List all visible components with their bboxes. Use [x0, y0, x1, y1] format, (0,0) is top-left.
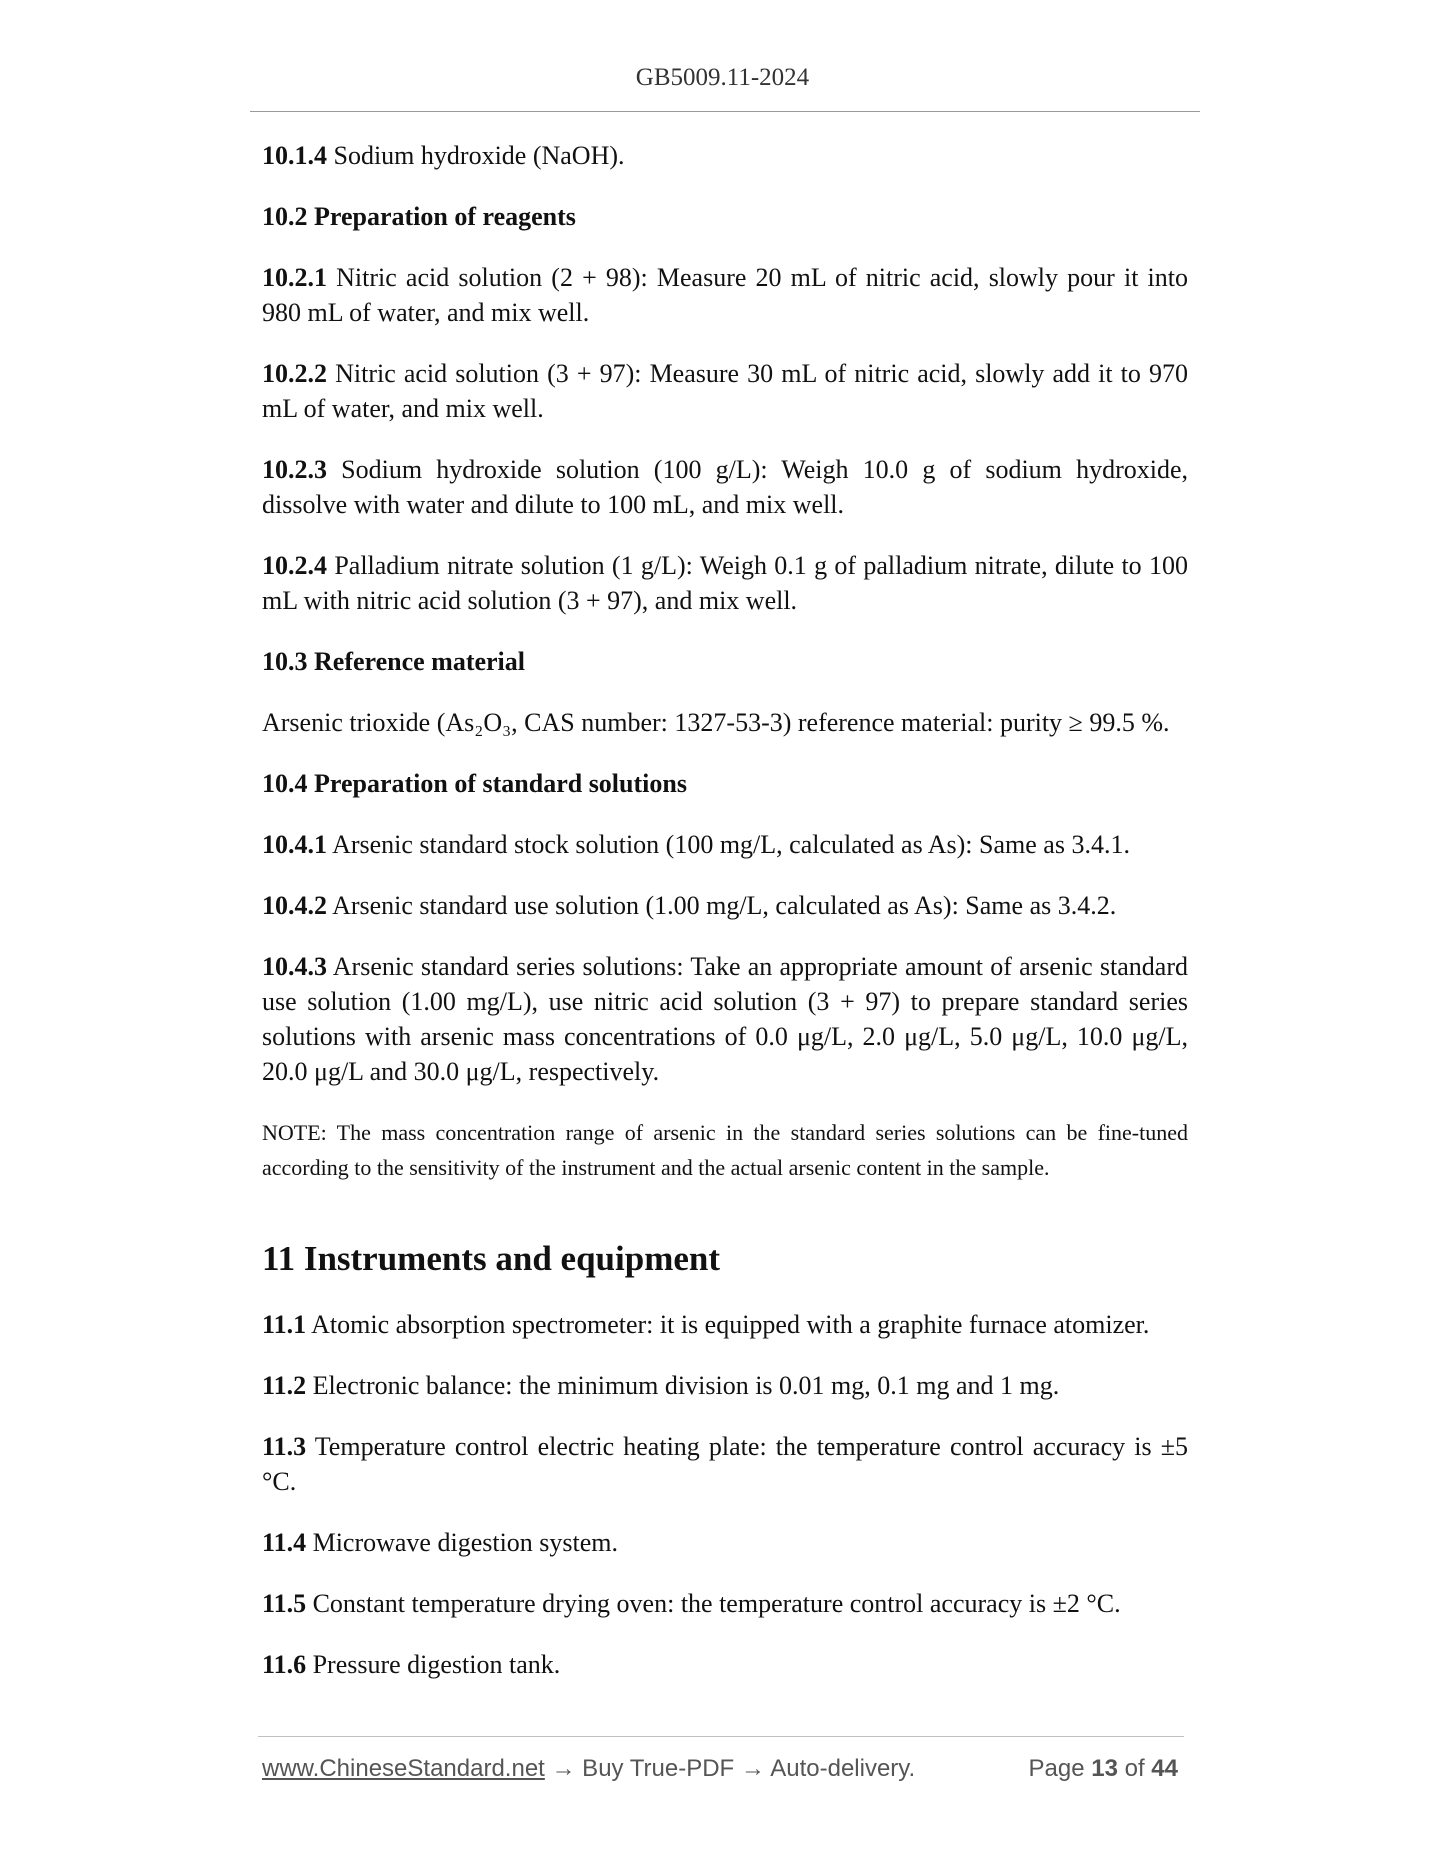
page-content [262, 138, 1188, 1708]
clause-number: 10.1.4 [262, 141, 327, 170]
page-of-label: of [1124, 1755, 1145, 1782]
clause-number: 10.2.1 [262, 263, 327, 292]
clause-text: Electronic balance: the minimum division is 0.01 mg, 0.1 mg and 1 mg. [306, 1371, 1060, 1400]
clause-10-4-3 [262, 949, 1188, 1089]
heading-10-2 [262, 199, 1188, 234]
clause-text: Sodium hydroxide (NaOH). [327, 141, 625, 170]
clause-number: 11.2 [262, 1371, 307, 1400]
clause-text: Palladium nitrate solution (1 g/L): Weigh 0.1 g of palladium nitrate, dilute to 100 mL with nitric acid solution (3 + 97), and mix well. [262, 551, 1188, 615]
clause-number: 11.1 [262, 1310, 307, 1339]
clause-10-2-4 [262, 548, 1188, 618]
clause-number: 11.5 [262, 1589, 307, 1618]
subsection-heading: 10.3 Reference material [262, 647, 526, 676]
website-link[interactable]: www.ChineseStandard.net [262, 1755, 545, 1782]
section-11-title: 11 Instruments and equipment [262, 1239, 721, 1278]
document-header-code: GB5009.11-2024 [635, 64, 810, 91]
page-total: 44 [1151, 1755, 1178, 1782]
clause-number: 11.6 [262, 1650, 307, 1679]
page-footer [262, 1755, 1180, 1783]
clause-number: 10.4.2 [262, 891, 327, 920]
clause-11-5 [262, 1586, 1188, 1621]
clause-number: 10.2.3 [262, 455, 327, 484]
clause-text: Microwave digestion system. [306, 1528, 619, 1557]
clause-text: Constant temperature drying oven: the temperature control accuracy is ±2 °C. [306, 1589, 1121, 1618]
clause-text: Temperature control electric heating plate: the temperature control accuracy is ±5 °C. [262, 1432, 1188, 1496]
clause-10-3-text: Arsenic trioxide (As₂O₃, CAS number: 1327-53-3) reference material: purity ≥ 99.5 %. [262, 708, 1170, 737]
clause-number: 11.4 [262, 1528, 307, 1557]
clause-text: Nitric acid solution (3 + 97): Measure 30 mL of nitric acid, slowly add it to 970 mL of water, and mix well. [262, 359, 1188, 423]
note-text: NOTE: The mass concentration range of arsenic in the standard series solutions can be fine-tuned according to the sensitivity of the instrument and the actual arsenic content in the sample. [262, 1120, 1188, 1180]
clause-number: 10.2.4 [262, 551, 327, 580]
clause-text: Atomic absorption spectrometer: it is equipped with a graphite furnace atomizer. [306, 1310, 1150, 1339]
clause-text: Nitric acid solution (2 + 98): Measure 20 mL of nitric acid, slowly pour it into 980 mL of water, and mix well. [262, 263, 1188, 327]
clause-10-2-2 [262, 356, 1188, 426]
page-label: Page [1028, 1755, 1085, 1782]
subsection-heading: 10.2 Preparation of reagents [262, 202, 576, 231]
footer-divider [258, 1736, 1184, 1737]
header-divider [250, 111, 1200, 112]
clause-text: Arsenic standard series solutions: Take an appropriate amount of arsenic standard use solution (1.00 mg/L), use nitric acid solution (3 + 97) to prepare standard series solutions with arsenic mass concentrations of 0.0 μg/L, 2.0 μg/L, 5.0 μg/L, 10.0 μg/L, 20.0 μg/L and 30.0 μg/L, respectively. [262, 952, 1188, 1086]
clause-text: Sodium hydroxide solution (100 g/L): Weigh 10.0 g of sodium hydroxide, dissolve with water and dilute to 100 mL, and mix well. [262, 455, 1188, 519]
page-current: 13 [1091, 1755, 1118, 1782]
clause-10-1-4 [262, 138, 1188, 173]
clause-text: Arsenic standard stock solution (100 mg/L, calculated as As): Same as 3.4.1. [327, 830, 1130, 859]
clause-10-2-1 [262, 260, 1188, 330]
clause-11-6 [262, 1647, 1188, 1682]
clause-11-1 [262, 1307, 1188, 1342]
clause-number: 11.3 [262, 1432, 307, 1461]
footer-promo-text: → Buy True-PDF → Auto-delivery. [544, 1755, 916, 1782]
clause-text: Pressure digestion tank. [306, 1650, 561, 1679]
heading-10-3 [262, 644, 1188, 679]
clause-10-4-1 [262, 827, 1188, 862]
clause-11-3 [262, 1429, 1188, 1499]
clause-10-4-2 [262, 888, 1188, 923]
clause-number: 10.2.2 [262, 359, 327, 388]
heading-10-4 [262, 766, 1188, 801]
clause-number: 10.4.3 [262, 952, 327, 981]
page-indicator [1029, 1755, 1179, 1783]
clause-number: 10.4.1 [262, 830, 327, 859]
clause-text: Arsenic standard use solution (1.00 mg/L, calculated as As): Same as 3.4.2. [327, 891, 1117, 920]
subsection-heading: 10.4 Preparation of standard solutions [262, 769, 687, 798]
clause-11-2 [262, 1368, 1188, 1403]
clause-10-2-3 [262, 452, 1188, 522]
clause-11-4 [262, 1525, 1188, 1560]
